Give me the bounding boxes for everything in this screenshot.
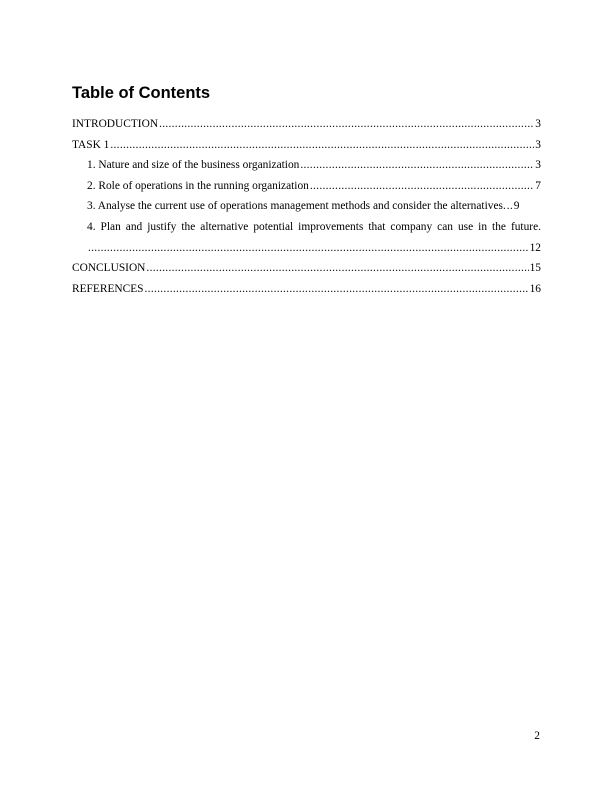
toc-list xyxy=(72,114,541,299)
toc-entry-label: CONCLUSION xyxy=(72,262,146,275)
toc-dot-leader xyxy=(507,196,513,217)
toc-entry-page: 3 xyxy=(535,159,541,172)
toc-entry-role-of-operations[interactable] xyxy=(72,176,541,197)
toc-entry-page: 7 xyxy=(535,179,541,192)
toc-entry-label: INTRODUCTION xyxy=(72,118,159,130)
toc-dot-leader xyxy=(88,238,529,259)
toc-entry-page: 16 xyxy=(529,282,541,295)
toc-entry-label: 2. Role of operations in the running organization xyxy=(87,179,309,192)
toc-entry-page: 9 xyxy=(513,200,520,213)
toc-entry-page: 12 xyxy=(529,241,541,254)
toc-entry-label: REFERENCES xyxy=(72,282,144,295)
toc-entry-page: 3 xyxy=(535,138,541,151)
toc-entry-page: 3 xyxy=(535,118,541,130)
toc-entry-label: 4. Plan and justify the alternative potential improvements that company can use in the future. xyxy=(87,220,541,233)
toc-entry-plan-and-justify-continued[interactable] xyxy=(72,238,541,259)
toc-entry-label: 1. Nature and size of the business organization xyxy=(87,159,300,172)
toc-dot-leader xyxy=(145,279,529,300)
toc-entry-label: TASK 1 xyxy=(72,138,110,151)
toc-dot-leader xyxy=(310,176,534,197)
toc-entry-nature-and-size[interactable] xyxy=(72,155,541,176)
toc-entry-label: 3. Analyse the current use of operations management methods and consider the alternatives. xyxy=(87,200,506,213)
toc-heading: Table of Contents xyxy=(72,84,211,102)
page-number: 2 xyxy=(534,730,540,742)
toc-entry-page: 15 xyxy=(529,262,541,275)
toc-entry-task-1[interactable] xyxy=(72,135,541,156)
toc-entry-references[interactable] xyxy=(72,279,541,300)
toc-entry-conclusion[interactable] xyxy=(72,258,541,279)
toc-entry-plan-and-justify[interactable] xyxy=(72,217,541,238)
toc-entry-analyse-operations[interactable] xyxy=(72,196,541,217)
toc-entry-introduction[interactable] xyxy=(72,114,541,135)
toc-dot-leader xyxy=(300,155,534,176)
toc-dot-leader xyxy=(146,258,528,279)
toc-dot-leader xyxy=(159,114,534,135)
toc-dot-leader xyxy=(110,135,534,156)
